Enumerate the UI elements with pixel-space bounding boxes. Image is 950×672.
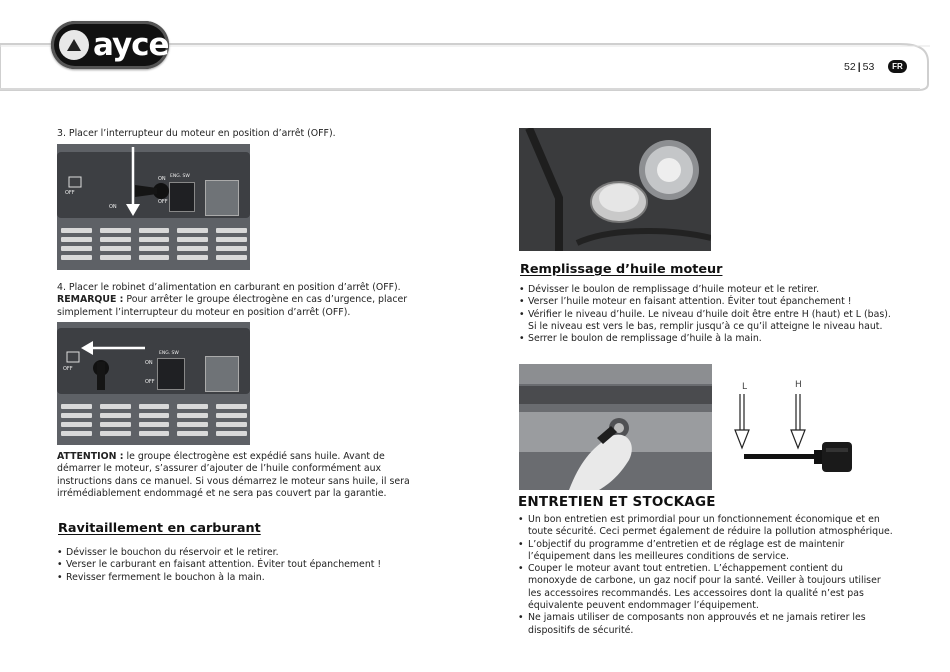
refuel-title: Ravitaillement en carburant [58,521,261,536]
fuel-valve-photo [57,322,250,445]
label-on-2: ON [158,176,166,182]
attention-label: ATTENTION : [57,451,124,462]
logo-text: ayce [93,26,169,63]
list-item: • Dévisser le boulon de remplissage d’huile moteur et le retirer. [519,284,894,296]
maintenance-list [518,514,893,637]
label-fuel-off: OFF [63,366,73,372]
dipstick-label-low: L [742,382,748,392]
dipstick-label-high: H [795,380,802,390]
page-numbers: 52 | 53 [844,61,875,73]
step-4-block [57,282,447,319]
page-right: 53 [862,61,875,73]
attention-text: le groupe électrogène est expédié sans huile. Avant de démarrer le moteur, s’assurer d’ajouter de l’huile conformément aux instructions dans ce manuel. Si vous démarrez le moteur sans huile, il sera irrémédiablement endommagé et ne sera pas couvert par la garantie. [57,451,410,499]
list-item: • Ne jamais utiliser de composants non approuvés et ne jamais retirer les dispositifs de sécurité. [518,612,893,637]
label-off-3: OFF [145,379,155,385]
label-off-2: OFF [158,199,168,205]
list-item: • Un bon entretien est primordial pour un fonctionnement économique et en toute sécurité. Ceci permet également de réduire la pollution atmosphérique. [518,514,893,539]
ayce-logo [51,21,169,69]
label-eng-sw-2: ENG. SW [159,351,179,356]
list-item: • Dévisser le bouchon du réservoir et le retirer. [57,547,437,559]
oil-list [519,284,894,345]
list-item: • Serrer le boulon de remplissage d’huile à la main. [519,333,894,345]
triangle-icon [59,30,89,60]
list-item: • Verser l’huile moteur en faisant attention. Éviter tout épanchement ! [519,296,894,308]
language-badge: FR [888,60,907,73]
list-item: • Vérifier le niveau d’huile. Le niveau d’huile doit être entre H (haut) et L (bas). Si le niveau est vers le bas, remplir jusqu’à ce qu’il atteigne le niveau haut. [519,309,894,334]
list-item: • Couper le moteur avant tout entretien. L’échappement contient du monoxyde de carbone, un gaz nocif pour la santé. Veiller à toujours utiliser les accessoires recommandés. Les accessoires dont la qualité n’est pas équivalente peuvent endommager l’équipement. [518,563,893,612]
attention-paragraph [57,451,429,500]
remark-text: Pour arrêter le groupe électrogène en cas d’urgence, placer simplement l’interrupteur du moteur en position d’arrêt (OFF). [57,294,408,318]
oil-title: Remplissage d’huile moteur [520,262,723,277]
list-item: • L’objectif du programme d’entretien et de réglage est de maintenir l’équipement dans les meilleures conditions de service. [518,539,893,564]
label-on: ON [109,204,117,210]
dipstick-photo [519,364,712,490]
label-on-3: ON [145,360,153,366]
step-4-text: 4. Placer le robinet d’alimentation en carburant en position d’arrêt (OFF). [57,282,401,293]
remark-paragraph [57,294,447,319]
step-3-text: 3. Placer l’interrupteur du moteur en position d’arrêt (OFF). [57,128,336,139]
engine-switch-photo [57,144,250,270]
list-item: • Revisser fermement le bouchon à la main. [57,572,437,584]
page-left: 52 [844,61,856,73]
oil-cap-photo [519,128,711,251]
remark-label: REMARQUE : [57,294,124,306]
maintenance-title: ENTRETIEN ET STOCKAGE [518,494,716,510]
label-eng-sw: ENG. SW [170,174,190,179]
refuel-list [57,547,437,584]
label-off: OFF [65,190,75,196]
dipstick-diagram [728,378,858,476]
list-item: • Verser le carburant en faisant attention. Éviter tout épanchement ! [57,559,437,571]
page-header [0,0,950,92]
